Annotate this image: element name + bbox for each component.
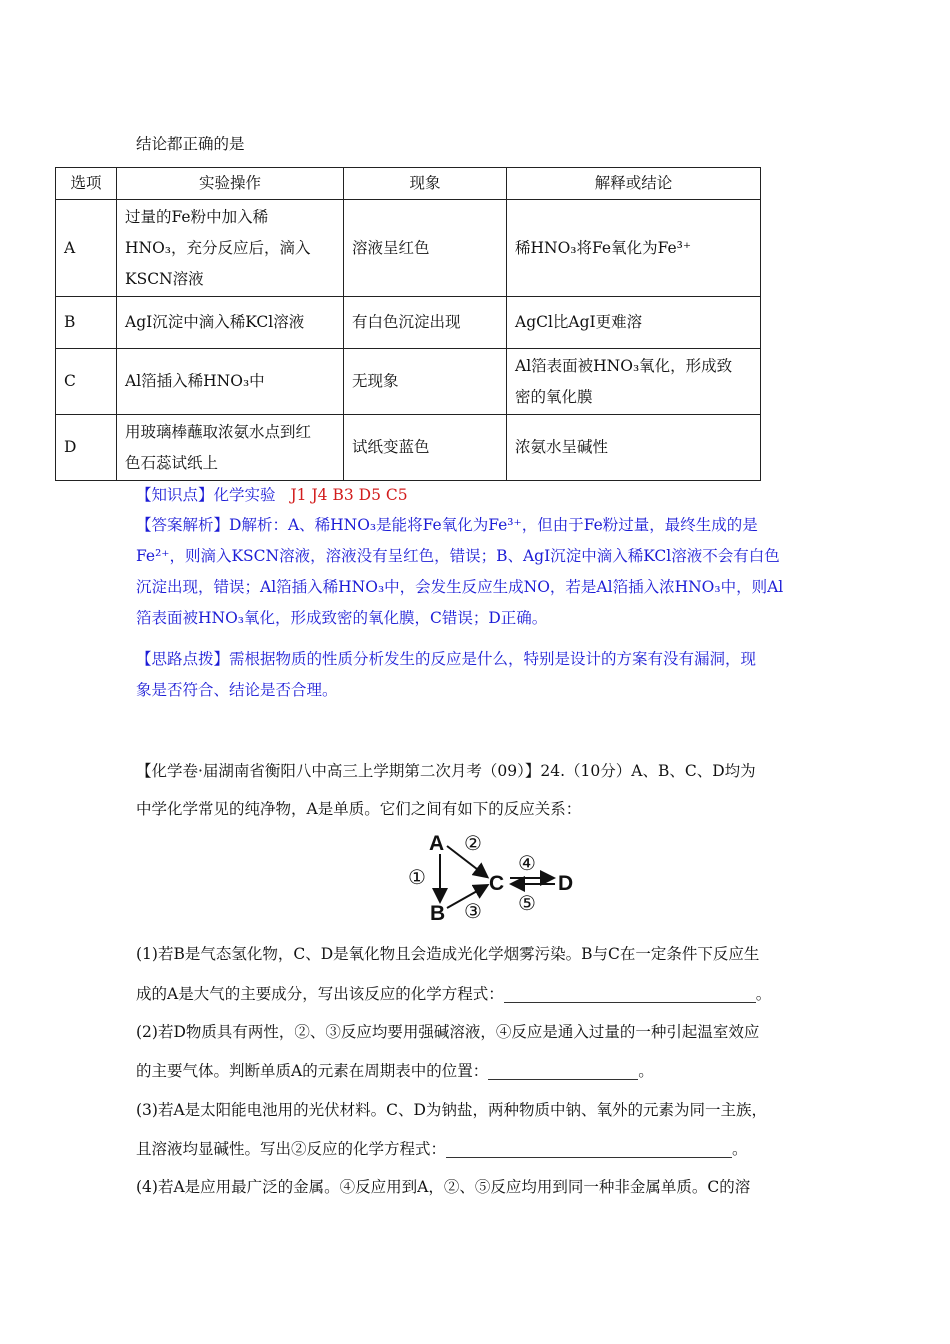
part-1-line-2: 成的A是大气的主要成分，写出该反应的化学方程式： 。 bbox=[136, 985, 772, 1003]
experiment-table bbox=[55, 167, 761, 481]
header-conclusion: 解释或结论 bbox=[507, 168, 761, 200]
knowledge-point bbox=[136, 483, 408, 505]
row-operation bbox=[117, 297, 344, 349]
row-conclusion: AgCl比AgI更难溶 bbox=[507, 297, 761, 349]
part-2-line-2: 的主要气体。判断单质A的元素在周期表中的位置： 。 bbox=[136, 1062, 654, 1080]
row-option: B bbox=[56, 297, 117, 349]
operation-line: 用玻璃棒蘸取浓氨水点到红 bbox=[125, 422, 312, 441]
reaction-diagram bbox=[400, 826, 590, 926]
label-r5: ⑤ bbox=[518, 891, 536, 915]
conclusion-line: 密的氧化膜 bbox=[515, 387, 593, 406]
part-4-line-1: (4)若A是应用最广泛的金属。④反应用到A，②、⑤反应均用到同一种非金属单质。C的溶 bbox=[136, 1178, 751, 1196]
row-operation bbox=[117, 200, 344, 297]
answer-label: 【答案解析】 bbox=[136, 516, 230, 534]
label-r2: ② bbox=[464, 831, 482, 855]
conclusion-line: Al箔表面被HNO₃氧化，形成致 bbox=[515, 356, 733, 375]
header-option: 选项 bbox=[56, 168, 117, 200]
question-line: 【化学卷·届湖南省衡阳八中高三上学期第二次月考（09）】24.（10分）A、B、C、D均为 bbox=[136, 762, 756, 780]
label-r1: ① bbox=[408, 865, 426, 889]
hint-line: 象是否符合、结论是否合理。 bbox=[136, 681, 338, 699]
row-option: D bbox=[56, 415, 117, 481]
row-operation bbox=[117, 349, 344, 415]
part-2-line-1: (2)若D物质具有两性，②、③反应均要用强碱溶液，④反应是通入过量的一种引起温室效应 bbox=[136, 1023, 760, 1041]
answer-explanation bbox=[136, 510, 816, 634]
intro-text: 结论都正确的是 bbox=[136, 135, 245, 153]
answer-line: D解析：A、稀HNO₃是能将Fe氧化为Fe³⁺，但由于Fe粉过量，最终生成的是 bbox=[229, 516, 758, 534]
row-phenomenon: 溶液呈红色 bbox=[344, 200, 507, 297]
row-operation bbox=[117, 415, 344, 481]
node-a: A bbox=[429, 832, 445, 855]
question-line: 中学化学常见的纯净物，A是单质。它们之间有如下的反应关系： bbox=[136, 800, 582, 818]
table-row bbox=[56, 349, 761, 415]
question-stem bbox=[136, 752, 816, 828]
row-option: A bbox=[56, 200, 117, 297]
row-conclusion: 稀HNO₃将Fe氧化为Fe³⁺ bbox=[507, 200, 761, 297]
answer-line: 箔表面被HNO₃氧化，形成致密的氧化膜，C错误；D正确。 bbox=[136, 609, 548, 627]
answer-blank-2[interactable] bbox=[488, 1061, 638, 1080]
table-row bbox=[56, 297, 761, 349]
table-row bbox=[56, 415, 761, 481]
row-phenomenon: 无现象 bbox=[344, 349, 507, 415]
row-option: C bbox=[56, 349, 117, 415]
operation-line: AgI沉淀中滴入稀KCl溶液 bbox=[125, 313, 305, 331]
answer-blank-1[interactable] bbox=[504, 984, 756, 1003]
operation-line: Al箔插入稀HNO₃中 bbox=[125, 372, 265, 390]
answer-line: Fe²⁺，则滴入KSCN溶液，溶液没有呈红色，错误；B、AgI沉淀中滴入稀KCl溶液不会有白色 bbox=[136, 547, 780, 565]
row-conclusion: 浓氨水呈碱性 bbox=[507, 415, 761, 481]
label-r3: ③ bbox=[464, 899, 482, 923]
part-3-line-1: (3)若A是太阳能电池用的光伏材料。C、D为钠盐，两种物质中钠、氧外的元素为同一主族， bbox=[136, 1101, 767, 1119]
header-operation: 实验操作 bbox=[117, 168, 344, 200]
hint-label: 【思路点拨】 bbox=[136, 650, 230, 668]
node-b: B bbox=[430, 902, 446, 925]
knowledge-point-codes: J1 J4 B3 D5 C5 bbox=[290, 486, 408, 504]
operation-line: KSCN溶液 bbox=[125, 269, 204, 288]
row-phenomenon: 试纸变蓝色 bbox=[344, 415, 507, 481]
hint-line: 需根据物质的性质分析发生的反应是什么，特别是设计的方案有没有漏洞，现 bbox=[229, 650, 757, 668]
hint-section bbox=[136, 644, 816, 706]
row-conclusion bbox=[507, 349, 761, 415]
header-phenomenon: 现象 bbox=[344, 168, 507, 200]
answer-line: 沉淀出现，错误；Al箔插入稀HNO₃中，会发生反应生成NO，若是Al箔插入浓HNO₃中，则Al bbox=[136, 578, 784, 596]
table-header-row bbox=[56, 168, 761, 200]
label-r4: ④ bbox=[518, 851, 536, 875]
operation-line: 色石蕊试纸上 bbox=[125, 453, 219, 472]
part-1-line-1: (1)若B是气态氢化物，C、D是氧化物且会造成光化学烟雾污染。B与C在一定条件下反应生 bbox=[136, 945, 760, 963]
answer-blank-3[interactable] bbox=[446, 1139, 732, 1158]
node-c: C bbox=[489, 872, 505, 895]
node-d: D bbox=[558, 872, 574, 895]
row-phenomenon: 有白色沉淀出现 bbox=[344, 297, 507, 349]
knowledge-point-label: 【知识点】化学实验 bbox=[136, 486, 276, 504]
table-row bbox=[56, 200, 761, 297]
operation-line: HNO₃，充分反应后，滴入 bbox=[125, 238, 311, 257]
operation-line: 过量的Fe粉中加入稀 bbox=[125, 207, 269, 226]
part-3-line-2: 且溶液均显碱性。写出②反应的化学方程式： 。 bbox=[136, 1140, 748, 1158]
